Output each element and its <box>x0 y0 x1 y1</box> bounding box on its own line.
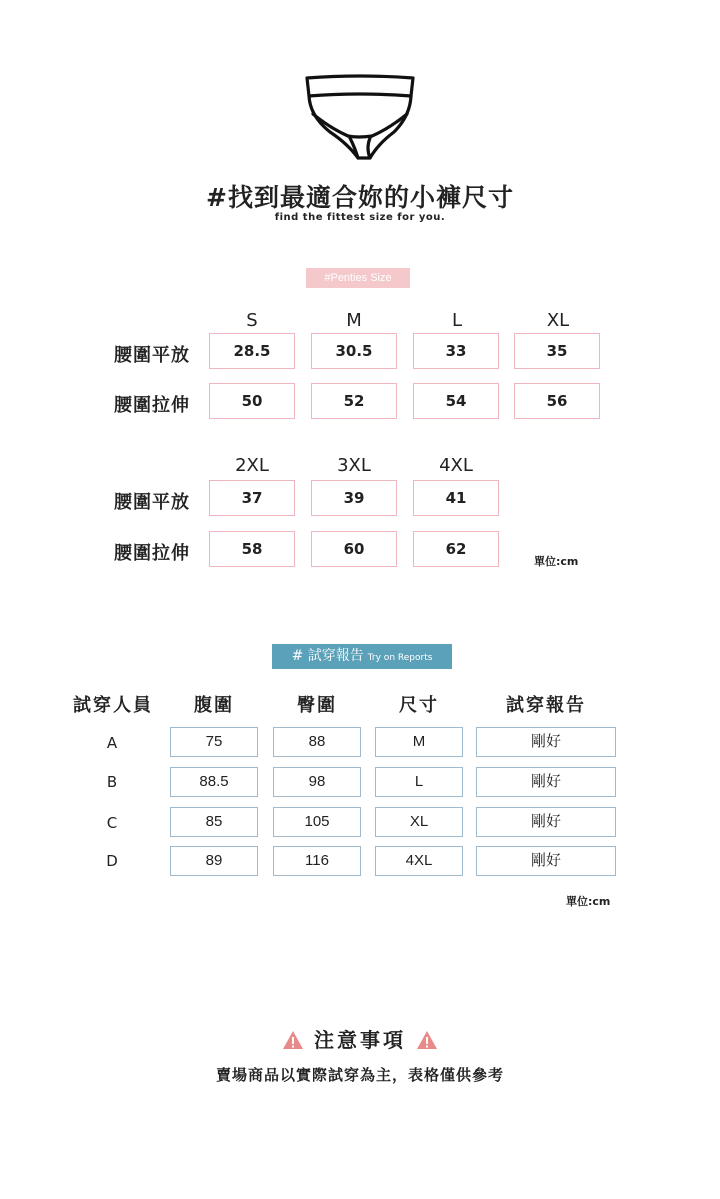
report-waist-cell: 75 <box>170 727 258 757</box>
report-hip-cell: 105 <box>273 807 361 837</box>
notice-text: 賣場商品以實際試穿為主，表格僅供參考 <box>215 1066 504 1084</box>
report-person: A <box>106 734 118 752</box>
unit-label: 單位:cm <box>566 895 611 908</box>
row-label-waist-flat: 腰圍平放 <box>114 492 190 513</box>
report-size-cell: M <box>375 727 463 757</box>
report-header-waist: 腹圍 <box>194 695 234 716</box>
report-result-cell: 剛好 <box>476 846 616 876</box>
size-cell: 50 <box>209 383 295 419</box>
report-header-hip: 臀圍 <box>297 695 337 716</box>
size-section-badge: #Penties Size <box>306 268 410 288</box>
size-header: 4XL <box>439 455 473 476</box>
report-hip-cell: 116 <box>273 846 361 876</box>
size-cell: 41 <box>413 480 499 516</box>
report-hip-cell: 98 <box>273 767 361 797</box>
size-cell: 56 <box>514 383 600 419</box>
unit-label: 單位:cm <box>534 555 579 568</box>
size-header: XL <box>546 310 570 331</box>
page-title: #找到最適合妳的小褲尺寸 <box>206 183 514 212</box>
size-cell: 28.5 <box>209 333 295 369</box>
report-size-cell: L <box>375 767 463 797</box>
report-badge-subtitle: Try on Reports <box>367 653 433 663</box>
page-subtitle: find the fittest size for you. <box>274 212 446 223</box>
row-label-waist-stretch: 腰圍拉伸 <box>114 543 190 564</box>
report-result-cell: 剛好 <box>476 767 616 797</box>
size-cell: 39 <box>311 480 397 516</box>
notice-title: 注意事項 <box>314 1028 406 1052</box>
size-cell: 30.5 <box>311 333 397 369</box>
size-header: 2XL <box>235 455 269 476</box>
warning-triangle-icon <box>416 1030 438 1050</box>
size-cell: 33 <box>413 333 499 369</box>
report-badge-title: # 試穿報告 <box>291 648 364 664</box>
report-waist-cell: 89 <box>170 846 258 876</box>
report-waist-cell: 85 <box>170 807 258 837</box>
size-cell: 58 <box>209 531 295 567</box>
size-cell: 37 <box>209 480 295 516</box>
report-section-badge <box>272 644 452 669</box>
row-label-waist-flat: 腰圍平放 <box>114 345 190 366</box>
size-header: 3XL <box>337 455 371 476</box>
report-header-report: 試穿報告 <box>506 695 586 716</box>
report-person: B <box>106 773 118 791</box>
report-size-cell: 4XL <box>375 846 463 876</box>
size-header: S <box>246 310 258 331</box>
report-result-cell: 剛好 <box>476 807 616 837</box>
size-header: M <box>346 310 362 331</box>
report-waist-cell: 88.5 <box>170 767 258 797</box>
report-hip-cell: 88 <box>273 727 361 757</box>
panties-icon <box>300 72 420 168</box>
size-cell: 62 <box>413 531 499 567</box>
report-header-person: 試穿人員 <box>73 695 153 716</box>
size-header: L <box>451 310 463 331</box>
row-label-waist-stretch: 腰圍拉伸 <box>114 395 190 416</box>
warning-triangle-icon <box>282 1030 304 1050</box>
notice-heading <box>0 1024 720 1053</box>
report-person: C <box>106 814 118 832</box>
report-person: D <box>106 852 118 870</box>
report-result-cell: 剛好 <box>476 727 616 757</box>
report-header-size: 尺寸 <box>399 695 439 716</box>
size-cell: 54 <box>413 383 499 419</box>
size-cell: 35 <box>514 333 600 369</box>
report-size-cell: XL <box>375 807 463 837</box>
size-cell: 52 <box>311 383 397 419</box>
size-cell: 60 <box>311 531 397 567</box>
